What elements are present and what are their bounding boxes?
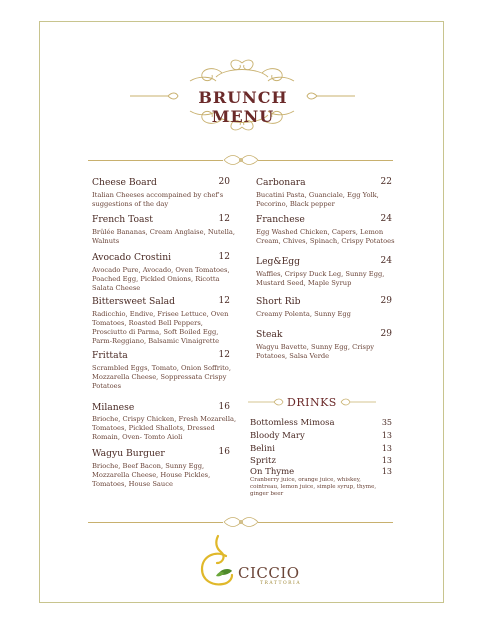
footer-divider-ornament [222, 515, 260, 529]
menu-item-price: 16 [218, 447, 230, 457]
drink-price: 13 [381, 456, 392, 465]
drinks-ornament-right [338, 395, 376, 409]
menu-item-name: Wagyu Burguer [92, 448, 165, 459]
drinks-title: DRINKS [287, 396, 337, 409]
drink-price: 35 [381, 418, 392, 427]
menu-item-description: Brioche, Beef Bacon, Sunny Egg, Mozzarella Cheese, House Pickles, Tomatoes, House Sauce [92, 462, 211, 488]
menu-item-description: Egg Washed Chicken, Capers, Lemon Cream, Chives, Spinach, Crispy Potatoes [256, 228, 395, 245]
menu-item-name: Steak [256, 329, 283, 340]
drink-description: Cranberry juice, orange juice, whiskey, cointreau, lemon juice, simple syrup, thyme, ginger beer [250, 477, 377, 497]
header-divider-right [258, 160, 393, 161]
menu-item-price: 12 [218, 214, 230, 224]
menu-item-description: Scrambled Eggs, Tomato, Onion Soffrito, Mozzarella Cheese, Soppressata Crispy Potatoes [92, 364, 231, 390]
menu-item-name: Leg&Egg [256, 256, 301, 267]
drink-name: Bloody Mary [250, 431, 305, 441]
footer-divider-left [88, 522, 223, 523]
menu-item-price: 29 [380, 296, 392, 306]
menu-item-name: Carbonara [256, 177, 306, 188]
menu-item-description: Brûlée Bananas, Cream Anglaise, Nutella, Walnuts [92, 228, 236, 245]
menu-item-price: 12 [218, 296, 230, 306]
drink-price: 13 [381, 431, 392, 440]
drink-price: 13 [381, 467, 392, 476]
menu-item-name: Milanese [92, 402, 135, 413]
menu-item-price: 24 [380, 214, 392, 224]
menu-item-description: Avocado Pure, Avocado, Oven Tomatoes, Poached Egg, Pickled Onions, Ricotta Salata Cheese [92, 266, 230, 292]
menu-item-price: 20 [218, 177, 230, 187]
menu-item-description: Italian Cheeses accompained by chef's suggestions of the day [92, 191, 224, 208]
page-title: BRUNCH MENU [198, 88, 288, 126]
menu-item-description: Creamy Polenta, Sunny Egg [256, 310, 351, 318]
divider-ornament [222, 153, 260, 167]
menu-item-price: 16 [218, 402, 230, 412]
header-divider-left [88, 160, 223, 161]
drink-price: 13 [381, 444, 392, 453]
menu-item-name: French Toast [92, 214, 153, 225]
drinks-ornament-left [248, 395, 286, 409]
menu-item-name: Cheese Board [92, 177, 157, 188]
drink-name: Belini [250, 444, 275, 454]
drink-name: Bottomless Mimosa [250, 418, 335, 428]
menu-item-name: Franchese [256, 214, 305, 225]
menu-item-price: 29 [380, 329, 392, 339]
menu-item-description: Brioche, Crispy Chicken, Fresh Mozarella, Tomatoes, Pickled Shallots, Dressed Romain, Oven- Tomto Aioli [92, 415, 237, 441]
logo-subtitle: TRATTORIA [260, 581, 302, 586]
drink-name: On Thyme [250, 467, 295, 477]
menu-item-name: Avocado Crostini [92, 252, 172, 263]
menu-item-price: 24 [380, 256, 392, 266]
menu-item-price: 12 [218, 252, 230, 262]
logo-name: CICCIO [238, 564, 300, 582]
menu-item-name: Short Rib [256, 296, 301, 307]
menu-item-name: Bittersweet Salad [92, 296, 176, 307]
footer-divider-right [258, 522, 393, 523]
menu-item-description: Radicchio, Endive, Frisee Lettuce, Oven Tomatoes, Roasted Bell Peppers, Prosciutto di Parma, Soft Boiled Egg, Parm-Reggiano, Balsamic Vinaigrette [92, 310, 229, 345]
menu-item-description: Waffles, Cripsy Duck Leg, Sunny Egg, Mustard Seed, Maple Syrup [256, 270, 385, 287]
drink-name: Spritz [250, 456, 276, 466]
menu-item-description: Wagyu Bavette, Sunny Egg, Crispy Potatoes, Salsa Verde [256, 343, 375, 360]
menu-item-description: Bucatini Pasta, Guanciale, Egg Yolk, Pecorino, Black pepper [256, 191, 379, 208]
ciccio-logo-icon [196, 530, 240, 590]
menu-item-price: 12 [218, 350, 230, 360]
menu-item-name: Frittata [92, 350, 128, 361]
menu-item-price: 22 [380, 177, 392, 187]
